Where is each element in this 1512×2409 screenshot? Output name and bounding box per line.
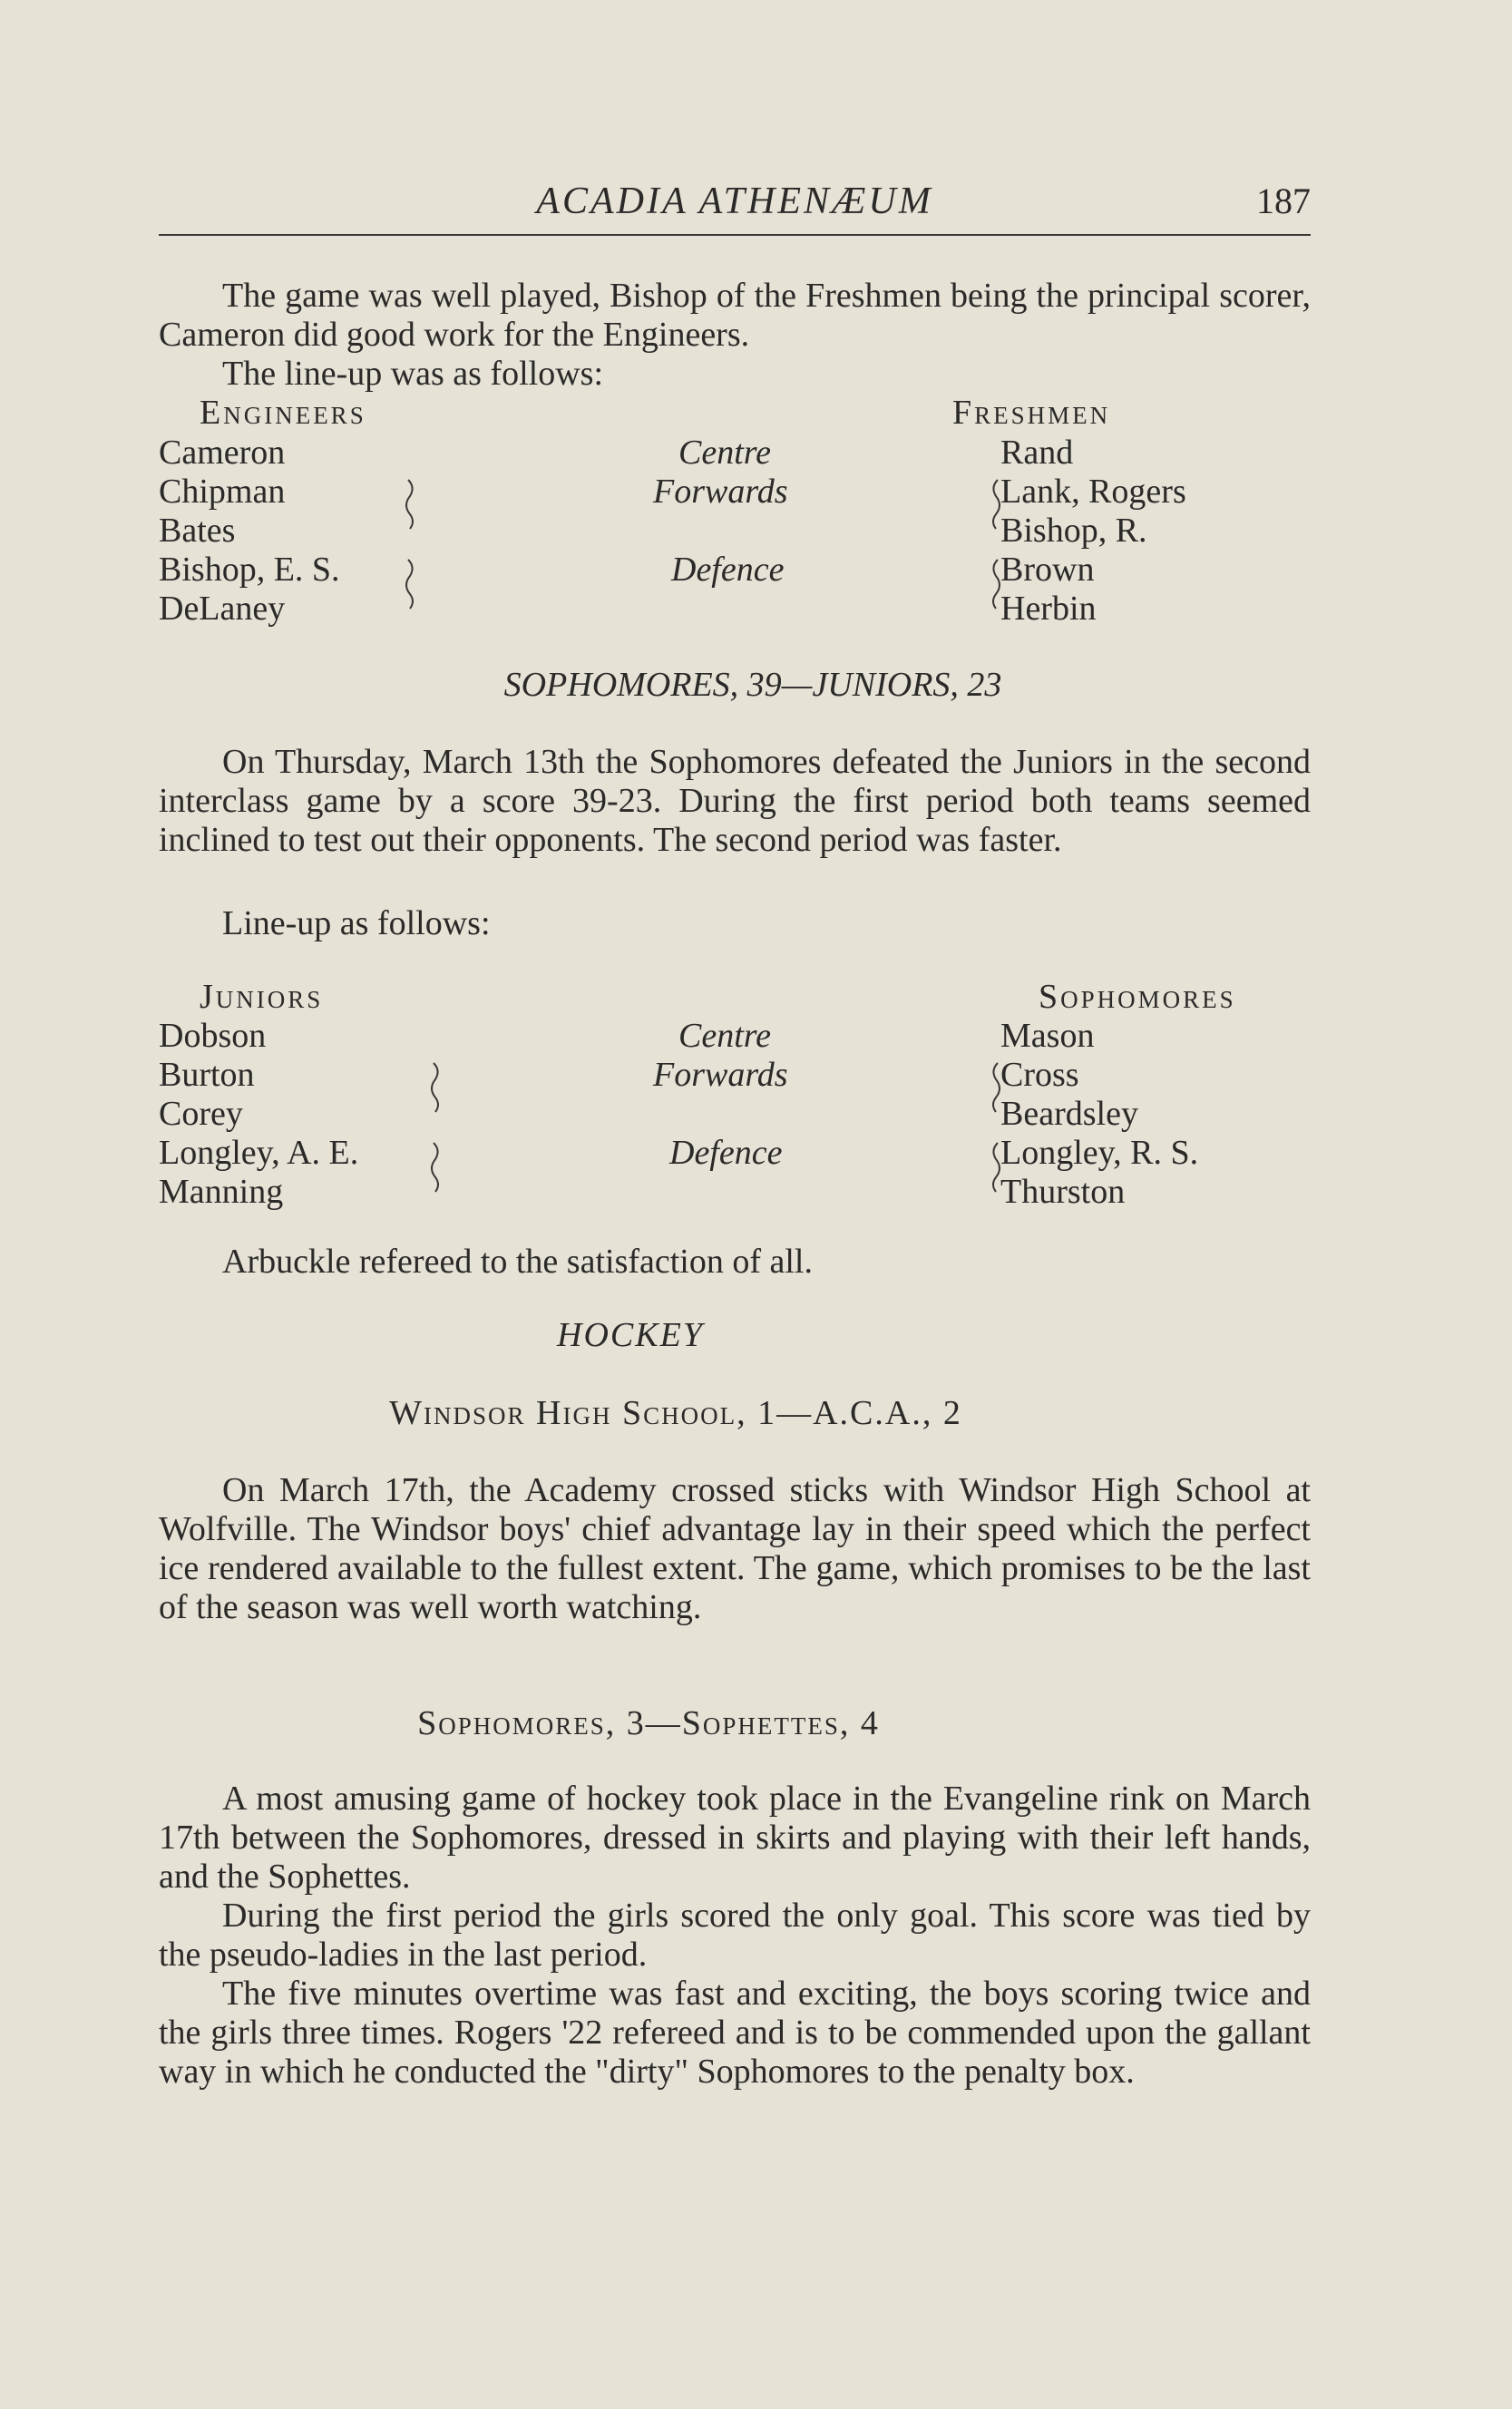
lineup1-left-player: Bates: [159, 512, 236, 550]
referee-note: Arbuckle refereed to the satisfaction of all.: [222, 1243, 813, 1281]
lineup2-left-player: Dobson: [159, 1017, 267, 1055]
section-heading: SOPHOMORES, 39—JUNIORS, 23: [503, 666, 1002, 704]
journal-title: ACADIA ATHENÆUM: [536, 180, 933, 222]
game2-heading: Sophomores, 3—Sophettes, 4: [417, 1704, 880, 1742]
lineup2-right-header: Sophomores: [1039, 978, 1236, 1016]
lineup1-left-player: DeLaney: [159, 590, 286, 628]
lineup1-position: Forwards: [653, 473, 788, 511]
lineup1-left-player: Bishop, E. S.: [159, 551, 340, 589]
lineup2-position: Forwards: [653, 1056, 788, 1094]
lineup2-right-player: Beardsley: [1000, 1095, 1138, 1133]
lineup2-left-braces: [424, 1059, 452, 1214]
intro-paragraph: The game was well played, Bishop of the Freshmen being the principal scorer, Cameron did good work for the Engineers.: [159, 277, 1311, 354]
lineup1-position: Centre: [678, 434, 772, 472]
lineup2-position: Centre: [678, 1017, 772, 1055]
lineup2-right-player: Longley, R. S.: [1000, 1134, 1199, 1172]
hockey-heading: HOCKEY: [557, 1316, 704, 1354]
lineup-intro: Line-up as follows:: [222, 904, 491, 942]
page-header: [159, 180, 1311, 236]
lineup1-right-player: Rand: [1000, 434, 1074, 472]
lineup2-position: Defence: [669, 1134, 783, 1172]
lineup1-left-player: Chipman: [159, 473, 286, 511]
lineup1-right-player: Brown: [1000, 551, 1095, 589]
lineup2-right-player: Thurston: [1000, 1173, 1126, 1211]
lineup1-left-braces: [399, 476, 426, 630]
lineup2-right-player: Mason: [1000, 1017, 1095, 1055]
lineup2-left-player: Longley, A. E.: [159, 1134, 359, 1172]
lineup2-left-player: Manning: [159, 1173, 284, 1211]
lineup1-left-header: Engineers: [200, 394, 366, 432]
game2-paragraph: The five minutes overtime was fast and exciting, the boys scoring twice and the girls three times. Rogers '22 refereed and is to be commended upon the gallant way in which he conducted the "dirty" Sophomores to the penalty box.: [159, 1975, 1311, 2091]
lineup1-right-braces: [980, 476, 1007, 630]
page-number: 187: [1256, 180, 1311, 221]
game2-paragraph: A most amusing game of hockey took place in the Evangeline rink on March 17th between the Sophomores, dressed in skirts and playing with their left hands, and the Sophettes.: [159, 1780, 1311, 1896]
lineup1-position: Defence: [671, 551, 785, 589]
lineup2-right-braces: [980, 1059, 1007, 1214]
game1-heading: Windsor High School, 1—A.C.A., 2: [389, 1394, 962, 1432]
lineup1-left-player: Cameron: [159, 434, 286, 472]
game2-paragraph: During the first period the girls scored the only goal. This score was tied by the pseudo-ladies in the last period.: [159, 1897, 1311, 1974]
lineup2-right-player: Cross: [1000, 1056, 1079, 1094]
lineup1-right-header: Freshmen: [952, 394, 1111, 432]
lineup2-left-player: Burton: [159, 1056, 255, 1094]
section2-paragraph: On Thursday, March 13th the Sophomores defeated the Juniors in the second interclass game by a score 39-23. During the first period both teams seemed inclined to test out their opponents. The second period was faster.: [159, 743, 1311, 859]
lineup-intro: The line-up was as follows:: [222, 355, 604, 393]
lineup1-right-player: Bishop, R.: [1000, 512, 1147, 550]
lineup1-right-player: Herbin: [1000, 590, 1097, 628]
lineup2-left-player: Corey: [159, 1095, 243, 1133]
game1-paragraph: On March 17th, the Academy crossed sticks with Windsor High School at Wolfville. The Windsor boys' chief advantage lay in their speed which the perfect ice rendered available to the fullest extent. The game, which promises to be the last of the season was well worth watching.: [159, 1471, 1311, 1626]
lineup2-left-header: Juniors: [200, 978, 324, 1016]
lineup1-right-player: Lank, Rogers: [1000, 473, 1186, 511]
